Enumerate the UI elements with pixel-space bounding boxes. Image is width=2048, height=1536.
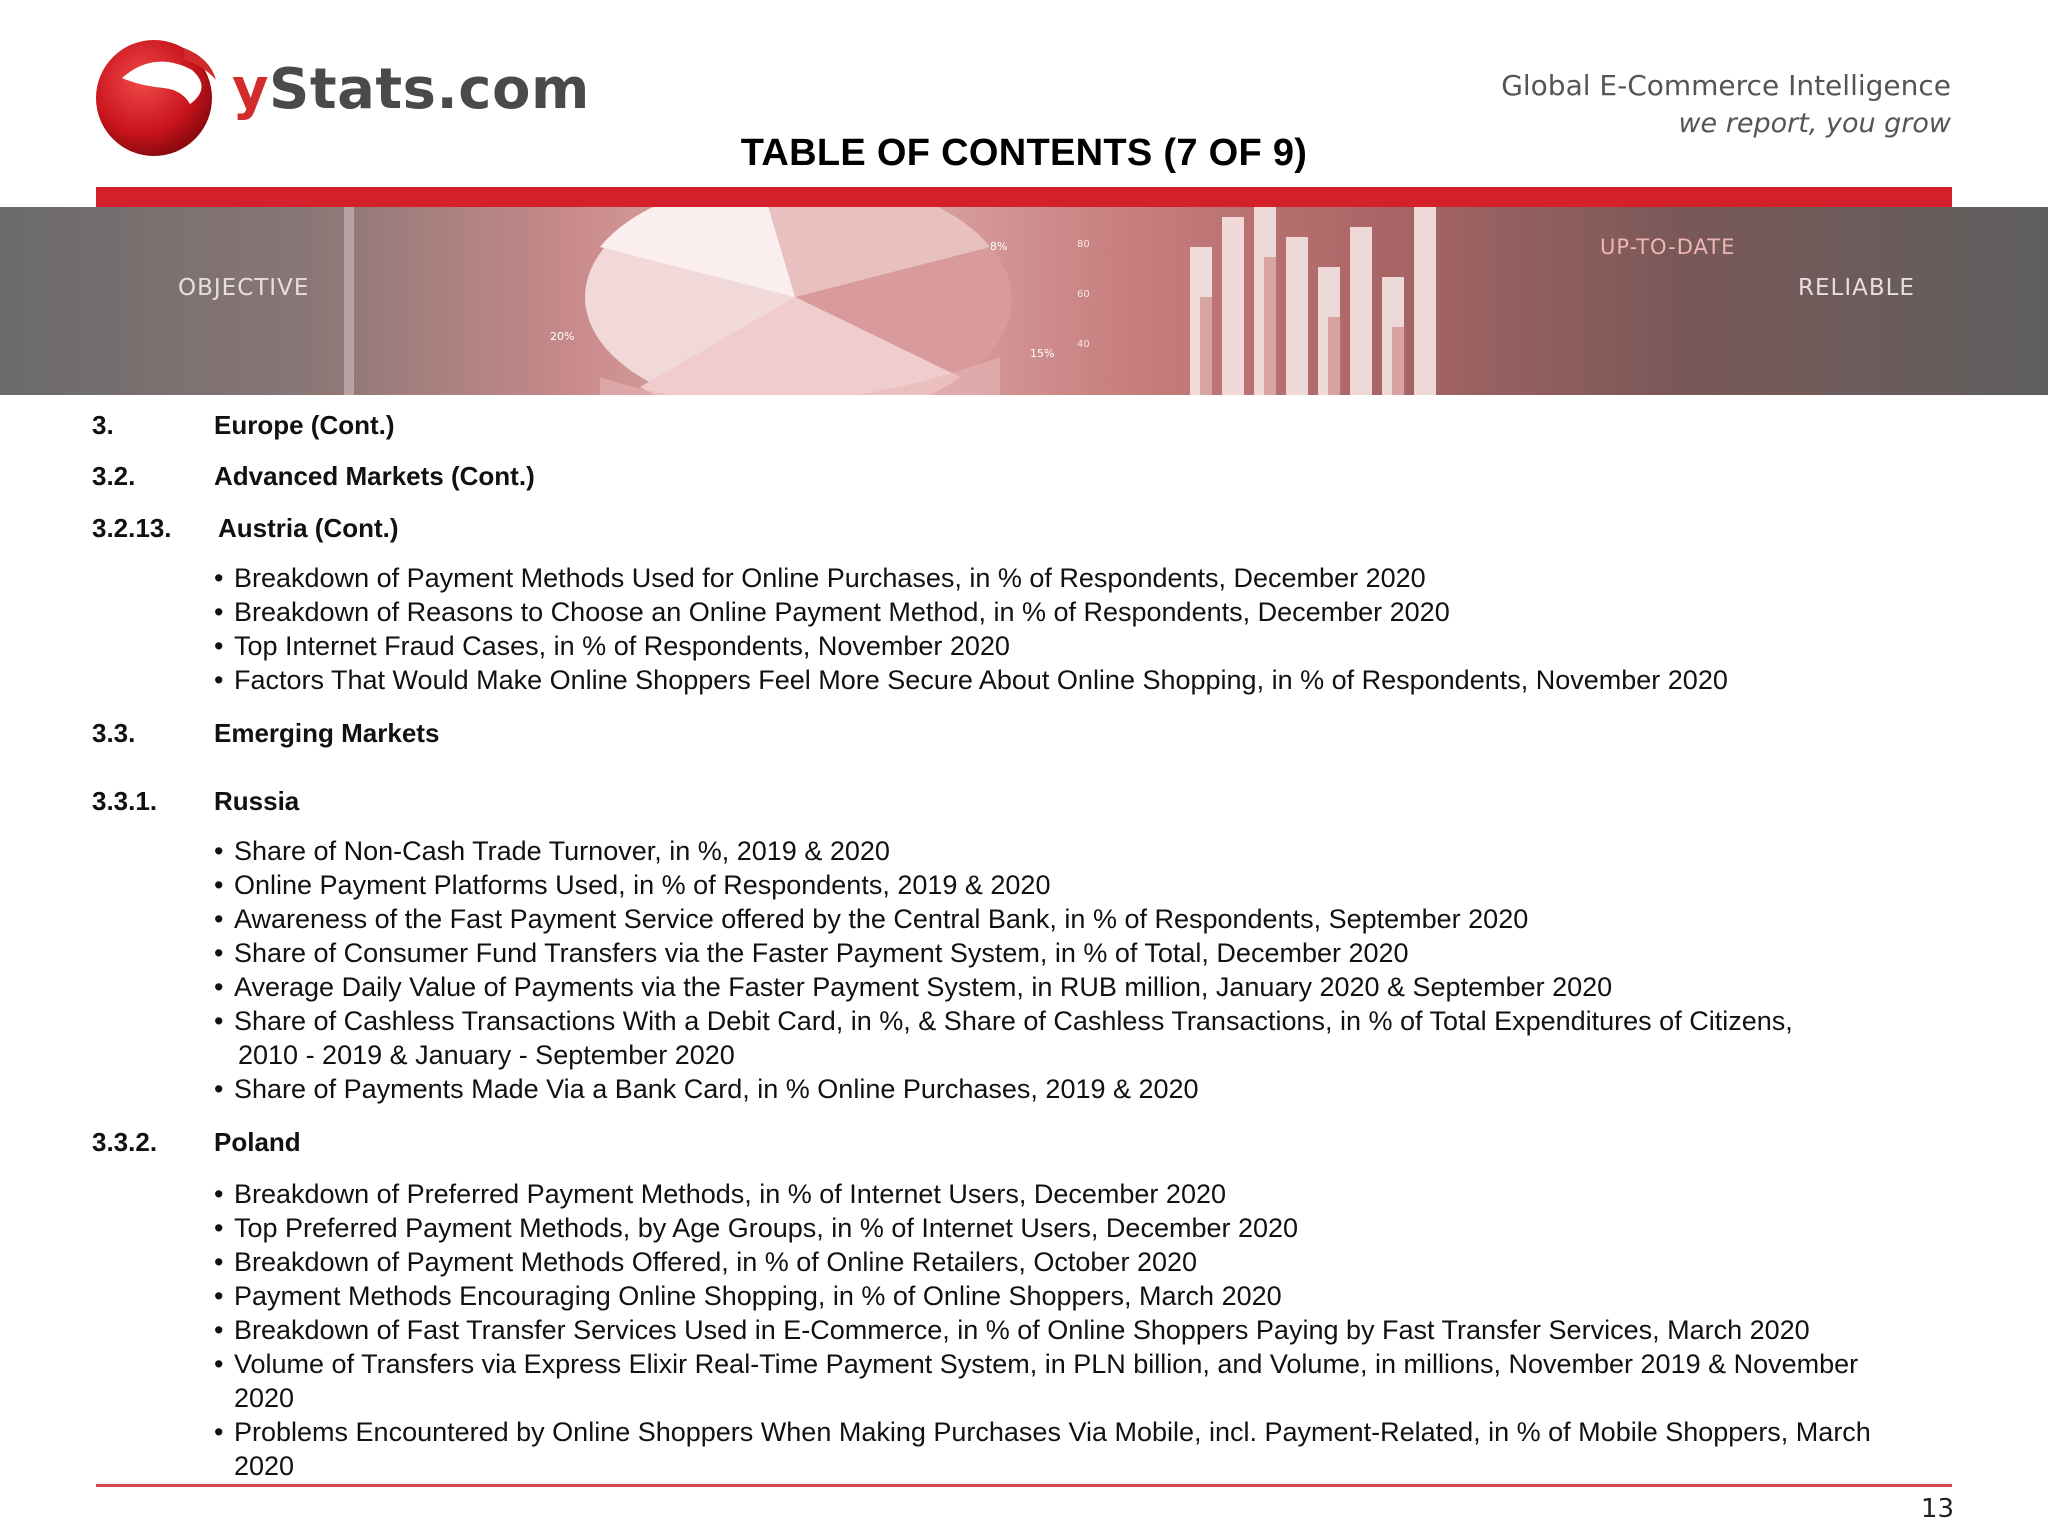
pie-label-2: 8% bbox=[990, 240, 1008, 253]
list-item[interactable]: • Payment Methods Encouraging Online Shopping, in % of Online Shoppers, March 2020 bbox=[214, 1281, 1282, 1311]
list-item[interactable]: • Share of Consumer Fund Transfers via the Faster Payment System, in % of Total, December 2020 bbox=[214, 938, 1409, 968]
banner-label-reliable: RELIABLE bbox=[1798, 275, 1915, 301]
banner-chart-graphic bbox=[0, 207, 2048, 395]
list-item[interactable]: • Factors That Would Make Online Shoppers Feel More Secure About Online Shopping, in % of Respondents, November 2020 bbox=[214, 665, 1728, 695]
list-item-continuation: 2020 bbox=[234, 1383, 295, 1413]
section-number: 3. bbox=[92, 410, 114, 440]
section-title[interactable]: Advanced Markets (Cont.) bbox=[214, 461, 535, 491]
page-title: TABLE OF CONTENTS (7 OF 9) bbox=[740, 132, 1308, 174]
svg-text:80: 80 bbox=[1077, 239, 1090, 250]
section-number: 3.3. bbox=[92, 718, 136, 748]
list-item[interactable]: • Volume of Transfers via Express Elixir Real-Time Payment System, in PLN billion, and Volume, in millions, November 2019 & November bbox=[214, 1349, 1859, 1379]
banner-label-up-to-date: UP-TO-DATE bbox=[1600, 235, 1736, 259]
section-title[interactable]: Emerging Markets bbox=[214, 718, 440, 748]
header-red-bar bbox=[96, 187, 1952, 207]
list-item[interactable]: • Top Internet Fraud Cases, in % of Respondents, November 2020 bbox=[214, 631, 1010, 661]
pie-label-1: 20% bbox=[550, 330, 575, 343]
list-item[interactable]: • Breakdown of Fast Transfer Services Used in E-Commerce, in % of Online Shoppers Paying by Fast Transfer Services, March 2020 bbox=[214, 1315, 1810, 1345]
list-item[interactable]: • Breakdown of Payment Methods Offered, in % of Online Retailers, October 2020 bbox=[214, 1247, 1198, 1277]
list-item-continuation: 2010 - 2019 & January - September 2020 bbox=[238, 1040, 735, 1070]
list-item[interactable]: • Top Preferred Payment Methods, by Age Groups, in % of Internet Users, December 2020 bbox=[214, 1213, 1299, 1243]
section-number: 3.2.13. bbox=[92, 513, 172, 543]
list-item[interactable]: • Average Daily Value of Payments via the Faster Payment System, in RUB million, January 2020 & September 2020 bbox=[214, 972, 1613, 1002]
tagline bbox=[1501, 66, 1951, 142]
banner-label-objective: OBJECTIVE bbox=[178, 275, 310, 301]
header-banner bbox=[0, 207, 2048, 395]
list-item[interactable]: • Breakdown of Reasons to Choose an Online Payment Method, in % of Respondents, December 2020 bbox=[214, 597, 1450, 627]
list-item[interactable]: • Share of Non-Cash Trade Turnover, in %, 2019 & 2020 bbox=[214, 836, 890, 866]
page-number: 13 bbox=[1920, 1494, 1954, 1524]
pie-label-3: 15% bbox=[1030, 347, 1055, 360]
section-number: 3.3.1. bbox=[92, 786, 158, 816]
list-item[interactable]: • Breakdown of Preferred Payment Methods, in % of Internet Users, December 2020 bbox=[214, 1179, 1226, 1209]
section-number: 3.2. bbox=[92, 461, 136, 491]
svg-text:60: 60 bbox=[1077, 289, 1090, 300]
section-title[interactable]: Poland bbox=[214, 1127, 301, 1157]
list-item[interactable]: • Online Payment Platforms Used, in % of Respondents, 2019 & 2020 bbox=[214, 870, 1051, 900]
tagline-slogan: we report, you grow bbox=[1678, 108, 1951, 139]
logo-wordmark: yStats.com bbox=[232, 57, 590, 122]
section-title[interactable]: Europe (Cont.) bbox=[214, 410, 395, 440]
list-item[interactable]: • Awareness of the Fast Payment Service offered by the Central Bank, in % of Respondents, September 2020 bbox=[214, 904, 1529, 934]
list-item-continuation: 2020 bbox=[234, 1451, 295, 1481]
section-title[interactable]: Russia bbox=[214, 786, 300, 816]
list-item[interactable]: • Breakdown of Payment Methods Used for Online Purchases, in % of Respondents, December 2020 bbox=[214, 563, 1426, 593]
svg-text:40: 40 bbox=[1077, 339, 1090, 350]
list-item[interactable]: • Share of Cashless Transactions With a Debit Card, in %, & Share of Cashless Transactions, in % of Total Expenditures of Citizens, bbox=[214, 1006, 1793, 1036]
tagline-main: Global E-Commerce Intelligence bbox=[1501, 69, 1951, 102]
list-item[interactable]: • Problems Encountered by Online Shoppers When Making Purchases Via Mobile, incl. Payment-Related, in % of Mobile Shoppers, March bbox=[214, 1417, 1871, 1447]
section-number: 3.3.2. bbox=[92, 1127, 158, 1157]
list-item[interactable]: • Share of Payments Made Via a Bank Card, in % Online Purchases, 2019 & 2020 bbox=[214, 1074, 1199, 1104]
section-title[interactable]: Austria (Cont.) bbox=[218, 513, 399, 543]
footer-divider bbox=[96, 1484, 1952, 1487]
